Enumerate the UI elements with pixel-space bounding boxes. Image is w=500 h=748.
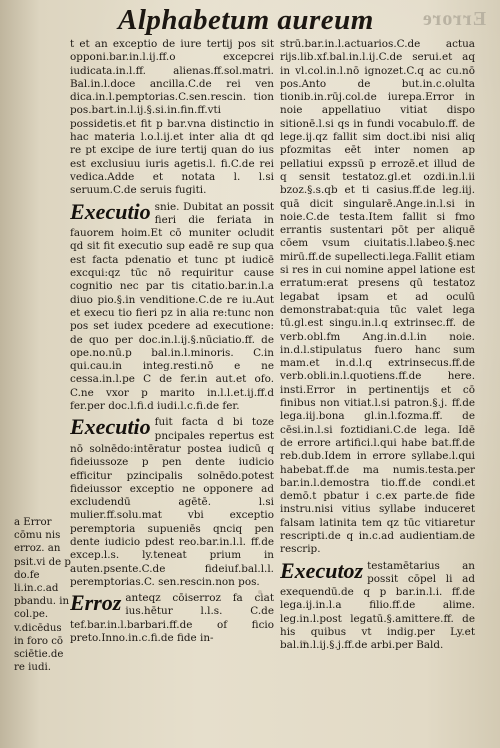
rubric-word: Executio xyxy=(70,198,151,224)
section-heading xyxy=(70,416,274,589)
bleed-through-text: Errore xyxy=(421,8,486,30)
left-text-column xyxy=(70,38,274,688)
ink-stain xyxy=(302,640,307,645)
ink-stain xyxy=(258,590,262,594)
right-text-column xyxy=(280,38,475,688)
paragraph-text: snie. Dubitat an possit fieri die feriata in fauorem hoim.Et cō muniter ocludit qd sit fit executio sup eadē re sup qua est facta pdenatio et tunc pt iudicē excqui:qz tūc nō requiritur cause cognitio nec par tis citatio.bar.in.l.a diuo pio.§.in venditione.C.de re iu.Aut et execu tio fieri pz in alia re:tunc non pos set iudex pcedere ad executione: de quo per doc.in.l.ij.§.nūciatio.ff. de ope.no.nū.p bal.in.l.minoris. C.in qui.cau.in integ.resti.nō e ne cessa.in.l.pe C de fer.in aut.et ofo. C.ne vxor p marito in.l.l.et.ij.ff.d fer.per doc.l.fi.d iudi.l.c.fi.de fer. xyxy=(70,200,274,413)
margin-annotation: a Error cōmu nis erroz. an psit.vi de p do.fe li.in.c.ad pbandu. in col.pe. v.dicēdus in foro cō sciētie.de re iudi. xyxy=(14,517,71,674)
section-heading xyxy=(70,592,274,645)
rubric-word: Executoz xyxy=(280,557,364,583)
paragraph-text: t et an exceptio de iure tertij pos sit opponi.bar.in.l.ij.ff.o excepcrei iudicata.in.l.ff. alienas.ff.sol.matri. Bal.in.l.doce ancilla.C.de rei ven dica.in.l.pemptorias.C.sen.rescin. tion pos.bart.in.l.ij.§.si.in.fin.ff.vti possidetis.et fit p bar.vna distinctio in hac materia l.o.l.ij.et inter alia dt qd re pt excipe de iure tertij quan do ius est exclusiuu iuris agetis.l. fi.C.de rei vedica.Adde et notata l. l.si seruum.C.de seruis fugiti. xyxy=(70,38,274,197)
page-title: Alphabetum aureum xyxy=(118,4,374,36)
section-heading xyxy=(70,198,274,414)
paragraph-text: strū.bar.in.l.actuarios.C.de actua rijs.lib.xf.bal.in.l.ij.C.de serui.et aq in vl.col.in.l.nō ignozet.C.q ac cu.nō pos.Anto de but.in.c.olulta tionib.in.rūj.col.de iurepa.Error in noie appellatiuo vitiat dispo sitionē.l.si qs in fundi vocabulo.ff. de lege.ij.qz fallit sim doct.ibi nisi aliq pfozmitas eēt inter nomen ap pellatiui expssū p errozē.et illud de q sensit testatoz.gl.et ozdi.in.l.ii bzoz.§.s.qb et ti casius.ff.de leg.iij. quā dicit singularē.Ange.in.l.si in noie.C.de testa.Item fallit si fmo errantis sustentari pōt per aliquē cōem vsum ciuitatis.l.labeo.§.nec mirū.ff.de supellecti.lega.Fallit etiam si res in cui nomine appel latione est erratum:erat presens qū testatoz legabat ipsam et ad oculū demonstrabat:quia tūc valet lega tū.gl.est singu.in.l.q extrinsec.ff. de verb.obl.fm Ang.in.d.l.in noie. in.d.l.stipulatus fuero hanc sum mam.et in.d.l.q extrinsecus.ff.de verb.obli.in.l.quotiens.ff.de here. insti.Error in pertinentijs et cō finibus non vitiat.l.si patron.§.j. ff.de lega.iij.bona gl.in.l.fozma.ff. de cēsi.in.l.si foztidiani.C.de lega. Idē de errore artifici.l.qui habe bat.ff.de reb.dub.Idem in errore syllabe.l.qui habebat.ff.de ma numis.testa.per bar.in.l.demostra tio.ff.de condi.et demō.t pbatur i c.ex parte.de fide instru.nisi vitius syllabe induceret falsam latinita tem qz tūc vitiaretur rescripti.de q in.c.ad audientiam.de rescrip. xyxy=(280,38,475,556)
rubric-word: Executio xyxy=(70,414,151,440)
section-heading xyxy=(280,557,475,653)
paragraph-text: testamētarius an possit cōpel li ad exequendū.de q p bar.in.l.i. ff.de lega.ij.in.l.a filio.ff.de alime. leg.in.l.post legatū.§.amittere.ff. de his quibus vt indig.per Ly.et bal.in.l.ij.§.j.ff.de arbi.per Bald. xyxy=(280,559,475,652)
paragraph-text: fuit facta d bi toze pncipales repertus est nō solnēdo:intēratur postea iudicū q fideiussoze p pen dente iudicio efficitur pzincipalis solnēdo.potest fideiussor exceptio ne opponere ad excludendū agētē. l.si mulier.ff.solu.mat vbi exceptio peremptoria supueniēs qnciq pen dente iudicio pdest reo.bar.in.l.l. ff.de excep.l.s. ly.teneat prium in auten.psente.C.de fideiuf.bal.l.l. peremptorias.C. sen.rescin.non pos. xyxy=(70,416,274,588)
paragraph-text: anteqz cōiserroz fa ciat ius.hētur l.l.s. C.de tef.bar.in.l.barbari.ff.de of ficio preto.Inno.in.c.fi.de fide in- xyxy=(70,592,274,645)
rubric-word: Erroz xyxy=(70,590,122,616)
